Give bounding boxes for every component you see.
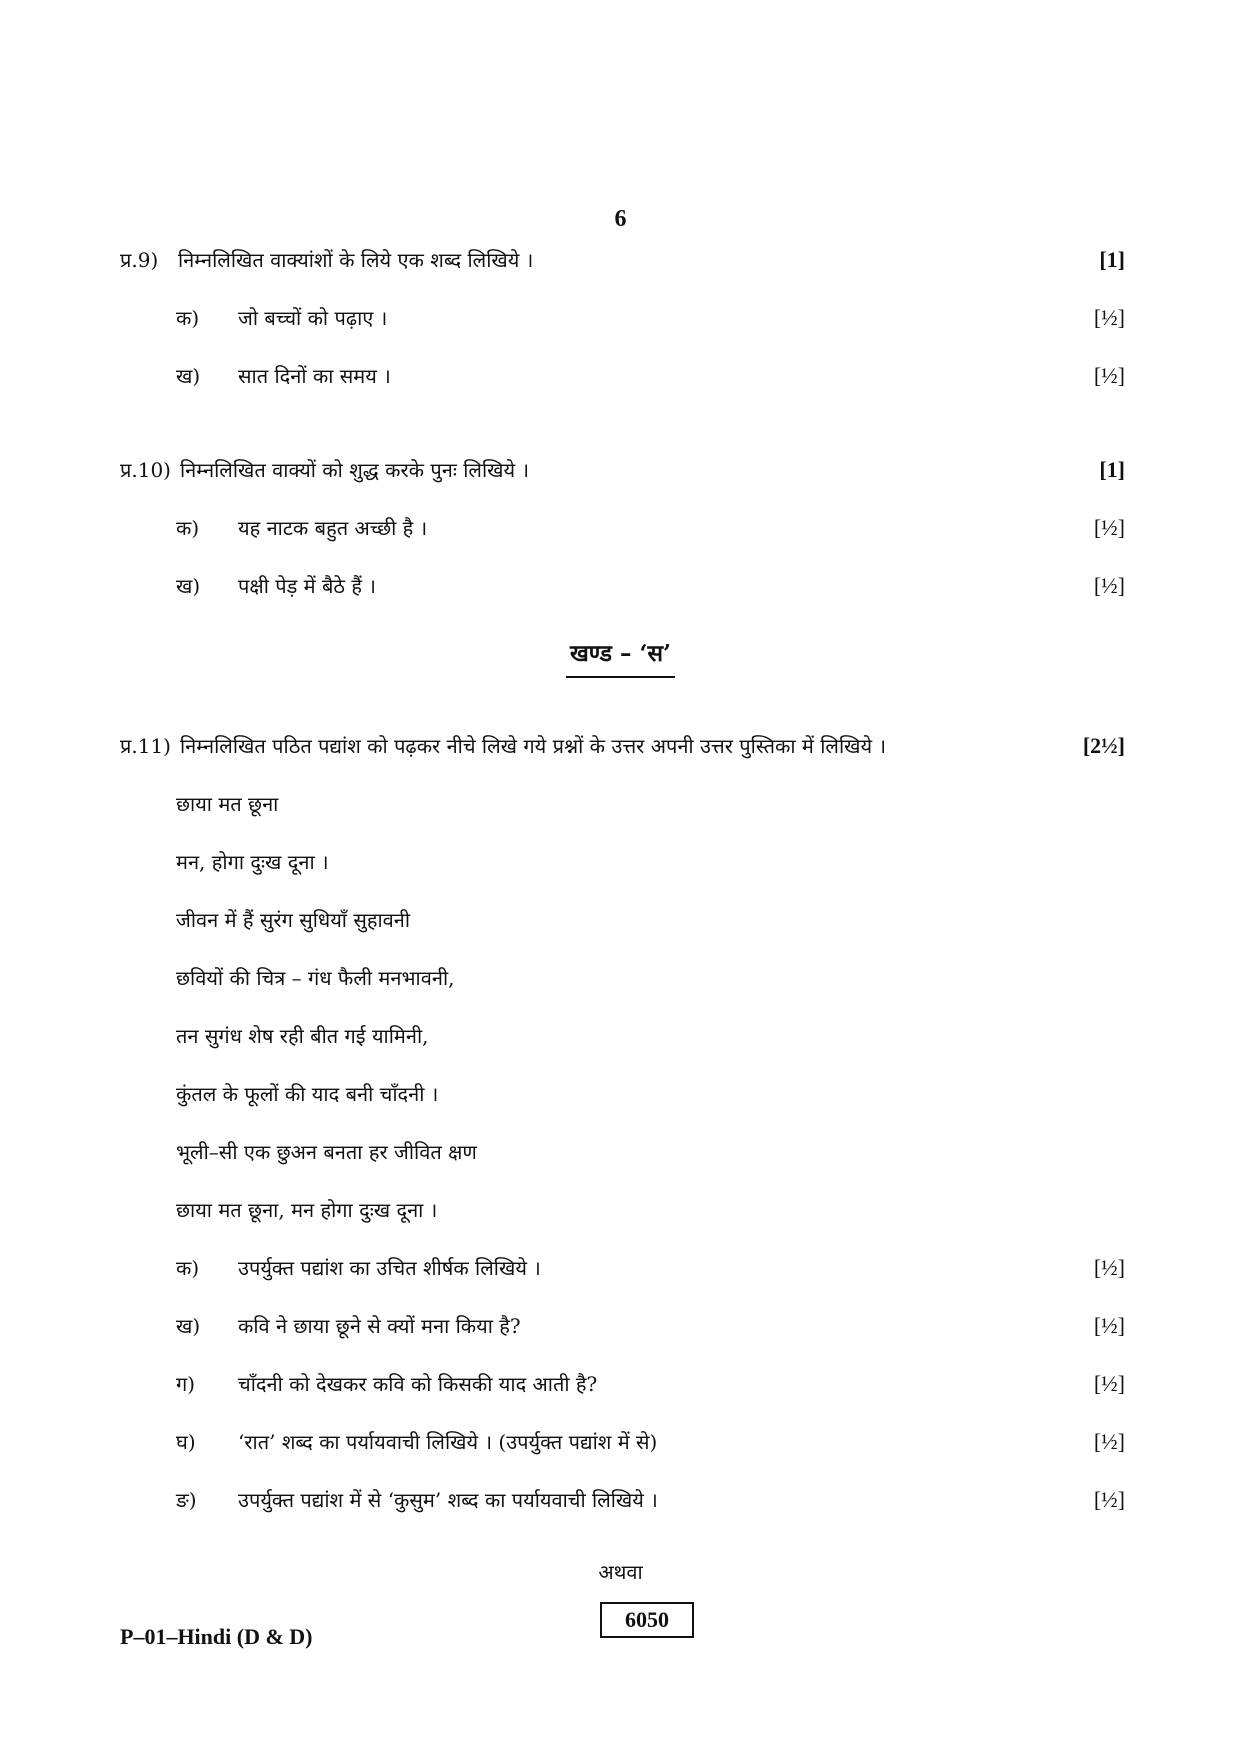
poem-line: छाया मत छूना, मन होगा दुःख दूना । bbox=[176, 1198, 438, 1222]
poem-line: जीवन में हैं सुरंग सुधियाँ सुहावनी bbox=[176, 908, 411, 932]
sub-question-marks: [½] bbox=[1093, 305, 1125, 330]
sub-question-text: पक्षी पेड़ में बैठे हैं । bbox=[238, 574, 376, 598]
section-heading-text: खण्ड – ‘स’ bbox=[566, 636, 675, 678]
sub-question bbox=[176, 358, 1125, 394]
sub-question-text: जो बच्चों को पढ़ाए । bbox=[238, 306, 388, 330]
sub-question bbox=[176, 1308, 1125, 1344]
sub-question-label: ख) bbox=[176, 574, 201, 598]
question-11 bbox=[120, 728, 1125, 764]
sub-question-text: उपर्युक्त पद्यांश में से ‘कुसुम’ शब्द का पर्यायवाची लिखिये । bbox=[238, 1488, 658, 1512]
sub-question bbox=[176, 510, 1125, 546]
sub-question-text: चाँदनी को देखकर कवि को किसकी याद आती है? bbox=[238, 1372, 598, 1396]
question-marks: [1] bbox=[1099, 247, 1125, 272]
sub-question-label: क) bbox=[176, 1256, 200, 1280]
question-text: निम्नलिखित पठित पद्यांश को पढ़कर नीचे लिखे गये प्रश्नों के उत्तर अपनी उत्तर पुस्तिका में लिखिये । bbox=[180, 734, 887, 758]
sub-question-marks: [½] bbox=[1093, 1371, 1125, 1396]
sub-question bbox=[176, 1366, 1125, 1402]
sub-question bbox=[176, 1424, 1125, 1460]
sub-question-text: ‘रात’ शब्द का पर्यायवाची लिखिये । (उपर्युक्त पद्यांश में से) bbox=[238, 1430, 658, 1454]
sub-question-label: ङ) bbox=[176, 1488, 197, 1512]
poem-line: कुंतल के फूलों की याद बनी चाँदनी । bbox=[176, 1082, 439, 1106]
poem-line: छवियों की चित्र – गंध फैली मनभावनी, bbox=[176, 966, 455, 990]
sub-question bbox=[176, 1482, 1125, 1518]
poem-line: तन सुगंध शेष रही बीत गई यामिनी, bbox=[176, 1024, 429, 1048]
sub-question-label: ग) bbox=[176, 1372, 196, 1396]
sub-question-label: ख) bbox=[176, 364, 201, 388]
section-heading bbox=[0, 636, 1241, 678]
question-number: प्र.9) bbox=[120, 248, 159, 272]
question-text: निम्नलिखित वाक्यांशों के लिये एक शब्द लिखिये । bbox=[178, 248, 534, 272]
sub-question bbox=[176, 568, 1125, 604]
page-number: 6 bbox=[614, 206, 627, 232]
sub-question-label: घ) bbox=[176, 1430, 196, 1454]
sub-question-marks: [½] bbox=[1093, 363, 1125, 388]
sub-question-text: सात दिनों का समय । bbox=[238, 364, 391, 388]
or-separator: अथवा bbox=[598, 1560, 643, 1584]
sub-question-marks: [½] bbox=[1093, 573, 1125, 598]
sub-question-marks: [½] bbox=[1093, 515, 1125, 540]
question-number: प्र.11) bbox=[120, 734, 171, 758]
sub-question-text: उपर्युक्त पद्यांश का उचित शीर्षक लिखिये । bbox=[238, 1256, 541, 1280]
sub-question-marks: [½] bbox=[1093, 1313, 1125, 1338]
poem-line: मन, होगा दुःख दूना । bbox=[176, 850, 329, 874]
paper-code: P–01–Hindi (D & D) bbox=[120, 1624, 313, 1649]
sub-question-label: ख) bbox=[176, 1314, 201, 1338]
poem-line: भूली–सी एक छुअन बनता हर जीवित क्षण bbox=[176, 1140, 477, 1164]
sub-question-marks: [½] bbox=[1093, 1487, 1125, 1512]
question-9 bbox=[120, 242, 1125, 278]
question-number: प्र.10) bbox=[120, 458, 171, 482]
page-code-box: 6050 bbox=[600, 1602, 694, 1638]
sub-question bbox=[176, 300, 1125, 336]
poem-line: छाया मत छूना bbox=[176, 792, 279, 816]
sub-question-text: कवि ने छाया छूने से क्यों मना किया है? bbox=[238, 1314, 521, 1338]
sub-question-marks: [½] bbox=[1093, 1255, 1125, 1280]
question-marks: [1] bbox=[1099, 457, 1125, 482]
question-10 bbox=[120, 452, 1125, 488]
sub-question-label: क) bbox=[176, 516, 200, 540]
sub-question bbox=[176, 1250, 1125, 1286]
sub-question-marks: [½] bbox=[1093, 1429, 1125, 1454]
question-marks: [2½] bbox=[1082, 733, 1125, 758]
sub-question-text: यह नाटक बहुत अच्छी है । bbox=[238, 516, 428, 540]
sub-question-label: क) bbox=[176, 306, 200, 330]
question-text: निम्नलिखित वाक्यों को शुद्ध करके पुनः लिखिये । bbox=[180, 458, 530, 482]
